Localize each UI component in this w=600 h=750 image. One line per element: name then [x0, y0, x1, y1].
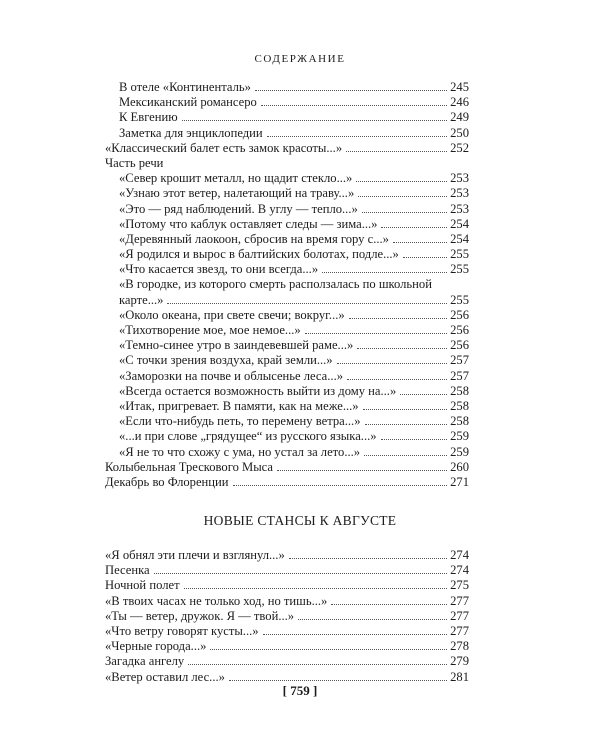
toc-entry[interactable]: [105, 95, 469, 110]
toc-entry-title: «Около океана, при свете свечи; вокруг...»: [119, 307, 345, 322]
toc-entry[interactable]: [105, 126, 469, 141]
toc-leader-dots: [267, 136, 447, 137]
toc-entry-title: К Евгению: [119, 110, 178, 125]
toc-entry-page: 259: [450, 444, 469, 459]
toc-entry-title: «...и при слове „грядущее“ из русского языка...»: [119, 429, 377, 444]
toc-entry[interactable]: [105, 414, 469, 429]
toc-entry-page: 253: [450, 171, 469, 186]
toc-entry[interactable]: [105, 323, 469, 338]
toc-entry-page: 277: [450, 608, 469, 623]
toc-entry-title: Колыбельная Трескового Мыса: [105, 459, 274, 474]
toc-chast-group-b: [105, 308, 469, 460]
toc-entry-page: 274: [450, 548, 469, 562]
toc-entry-title: «Ветер оставил лес...»: [105, 669, 225, 684]
toc-entry[interactable]: [105, 217, 469, 232]
toc-leader-dots: [182, 120, 447, 121]
toc-entry-title: «Черные города...»: [105, 639, 207, 654]
toc-entry-title: «Классический балет есть замок красоты...»: [105, 140, 343, 155]
toc-leader-dots: [362, 212, 447, 213]
toc-entry-title: карте...»: [119, 292, 164, 307]
toc-entry[interactable]: [105, 247, 469, 262]
toc-entry[interactable]: [105, 399, 469, 414]
toc-entry-page: 246: [450, 95, 469, 110]
toc-entry[interactable]: [105, 369, 469, 384]
toc-leader-dots: [347, 379, 447, 380]
toc-leader-dots: [403, 257, 447, 258]
toc-entry-page: 256: [450, 307, 469, 322]
toc-entry-title: «Всегда остается возможность выйти из дому на...»: [119, 383, 397, 398]
toc-leader-dots: [358, 196, 447, 197]
toc-entry-title: Ночной полет: [105, 578, 180, 593]
toc-entry-title: Загадка ангелу: [105, 654, 185, 669]
running-head: СОДЕРЖАНИЕ: [254, 53, 346, 65]
toc-entry-title: «Тихотворение мое, мое немое...»: [119, 323, 301, 337]
toc-leader-dots: [154, 573, 448, 574]
toc-entry-page: 279: [450, 654, 469, 669]
toc-entry[interactable]: [105, 80, 469, 95]
toc-entry-page: 256: [450, 323, 469, 337]
toc-entry[interactable]: [105, 639, 469, 654]
toc-entry-page: 255: [450, 292, 469, 307]
toc-entry-gorodke[interactable]: [105, 293, 469, 308]
toc-leader-dots: [381, 439, 448, 440]
toc-entry-page: 259: [450, 429, 469, 444]
toc-entry-page: 278: [450, 639, 469, 654]
toc-entry-page: 258: [450, 383, 469, 398]
toc-entry-gorodke-line1: «В городке, из которого смерть расползалась по школьной: [119, 277, 432, 292]
toc-entry-title: «Я обнял эти плечи и взглянул...»: [105, 548, 285, 562]
toc-chast-group-a: [105, 171, 469, 277]
toc-leader-dots: [210, 649, 447, 650]
toc-entry-page: 254: [450, 216, 469, 231]
toc-entry-page: 281: [450, 669, 469, 684]
toc-leader-dots: [305, 333, 447, 334]
toc-entry[interactable]: [105, 594, 469, 609]
toc-leader-dots: [365, 424, 448, 425]
section-title: НОВЫЕ СТАНСЫ К АВГУСТЕ: [203, 513, 397, 528]
toc-heading-chast-rechi: Часть речи: [105, 155, 164, 170]
toc-entry-page: 252: [450, 140, 469, 155]
toc-section2: [105, 548, 469, 685]
toc-entry[interactable]: [105, 578, 469, 593]
toc-entry-title: В отеле «Континенталь»: [119, 80, 251, 94]
toc-leader-dots: [346, 151, 447, 152]
toc-leader-dots: [331, 604, 447, 605]
toc-leader-dots: [364, 455, 447, 456]
toc-entry[interactable]: [105, 475, 469, 490]
toc-entry-title: «Если что-нибудь петь, то перемену ветра...»: [119, 414, 361, 429]
toc-leader-dots: [322, 272, 447, 273]
toc-entry-page: 245: [450, 80, 469, 94]
toc-entry[interactable]: [105, 141, 469, 156]
toc-entry-page: 253: [450, 186, 469, 201]
toc-entry[interactable]: [105, 110, 469, 125]
toc-entry[interactable]: [105, 429, 469, 444]
toc-entry[interactable]: [105, 308, 469, 323]
toc-leader-dots: [184, 588, 448, 589]
toc-entry[interactable]: [105, 262, 469, 277]
toc-entry-title: «Потому что каблук оставляет следы — зима...»: [119, 216, 378, 231]
toc-entry[interactable]: [105, 171, 469, 186]
toc-leader-dots: [400, 394, 447, 395]
toc-entry[interactable]: [105, 460, 469, 475]
toc-entry[interactable]: [105, 624, 469, 639]
toc-entry-title: «Темно-синее утро в заиндевевшей раме...»: [119, 338, 354, 353]
toc-entry-title: «Узнаю этот ветер, налетающий на траву...»: [119, 186, 355, 201]
toc-entry[interactable]: [105, 609, 469, 624]
toc-leader-dots: [167, 303, 447, 304]
toc-entry-page: 277: [450, 623, 469, 638]
toc-leader-dots: [277, 470, 447, 471]
toc-entry[interactable]: [105, 232, 469, 247]
toc-entry-page: 258: [450, 398, 469, 413]
toc-entry-page: 256: [450, 338, 469, 353]
toc-entry[interactable]: [105, 338, 469, 353]
toc-entry[interactable]: [105, 654, 469, 669]
toc-leader-dots: [229, 680, 447, 681]
toc-entry-title: Песенка: [105, 563, 150, 578]
toc-leader-dots: [255, 90, 447, 91]
toc-part1: [105, 80, 469, 490]
toc-leader-dots: [337, 363, 448, 364]
toc-entry-page: 250: [450, 125, 469, 140]
toc-entry-title: «Заморозки на почве и облысенье леса...»: [119, 368, 344, 383]
toc-entry-title: «Это — ряд наблюдений. В углу — тепло...»: [119, 201, 358, 216]
toc-entry-title: «Что ветру говорят кусты...»: [105, 623, 259, 638]
toc-entry-page: 257: [450, 368, 469, 383]
toc-leader-dots: [349, 318, 447, 319]
toc-entry-title: «Я родился и вырос в балтийских болотах, подле...»: [119, 247, 399, 262]
toc-entry-page: 271: [450, 474, 469, 489]
toc-leader-dots: [298, 619, 447, 620]
toc-entry-page: 274: [450, 563, 469, 578]
toc-entry-title: Декабрь во Флоренции: [105, 474, 229, 489]
toc-entry-page: 258: [450, 414, 469, 429]
toc-entry-title: «В твоих часах не только ход, но тишь...»: [105, 593, 328, 608]
toc-entry-title: «Север крошит металл, но щадит стекло...»: [119, 171, 353, 186]
toc-leader-dots: [381, 227, 447, 228]
toc-entry-title: «Что касается звезд, то они всегда...»: [119, 262, 319, 277]
toc-entry[interactable]: [105, 563, 469, 578]
toc-entry-page: 260: [450, 459, 469, 474]
toc-entry-title: «Итак, пригревает. В памяти, как на меже...»: [119, 398, 359, 413]
toc-entry-page: 257: [450, 353, 469, 368]
toc-entry-page: 254: [450, 231, 469, 246]
toc-entry-page: 255: [450, 247, 469, 262]
toc-entry[interactable]: [105, 548, 469, 563]
toc-entry-page: 249: [450, 110, 469, 125]
toc-entry[interactable]: [105, 384, 469, 399]
toc-entry[interactable]: [105, 445, 469, 460]
toc-leader-dots: [261, 105, 447, 106]
toc-leader-dots: [188, 664, 447, 665]
toc-leader-dots: [356, 181, 447, 182]
toc-entry-title: «С точки зрения воздуха, край земли...»: [119, 353, 333, 368]
toc-entry-page: 253: [450, 201, 469, 216]
toc-entry-page: 255: [450, 262, 469, 277]
toc-entry-title: Мексиканский романсеро: [119, 95, 257, 110]
toc-leader-dots: [363, 409, 448, 410]
page-number: [ 759 ]: [282, 683, 318, 698]
toc-entry-title: «Ты — ветер, дружок. Я — твой...»: [105, 608, 295, 623]
toc-leader-dots: [393, 242, 447, 243]
toc-entry[interactable]: [105, 202, 469, 217]
toc-entry-title: Заметка для энциклопедии: [119, 125, 263, 140]
toc-leader-dots: [263, 634, 448, 635]
toc-leader-dots: [289, 558, 447, 559]
toc-section2-list: [105, 548, 469, 685]
toc-leader-dots: [357, 348, 447, 349]
toc-tail-group: [105, 460, 469, 490]
toc-entry-page: 275: [450, 578, 469, 593]
toc-entry-title: «Деревянный лаокоон, сбросив на время гору с...»: [119, 231, 389, 246]
toc-entry-page: 277: [450, 593, 469, 608]
toc-entry[interactable]: [105, 186, 469, 201]
toc-entry[interactable]: [105, 353, 469, 368]
toc-top-group: [105, 80, 469, 156]
toc-leader-dots: [233, 485, 448, 486]
toc-entry-title: «Я не то что схожу с ума, но устал за лето...»: [119, 444, 361, 459]
